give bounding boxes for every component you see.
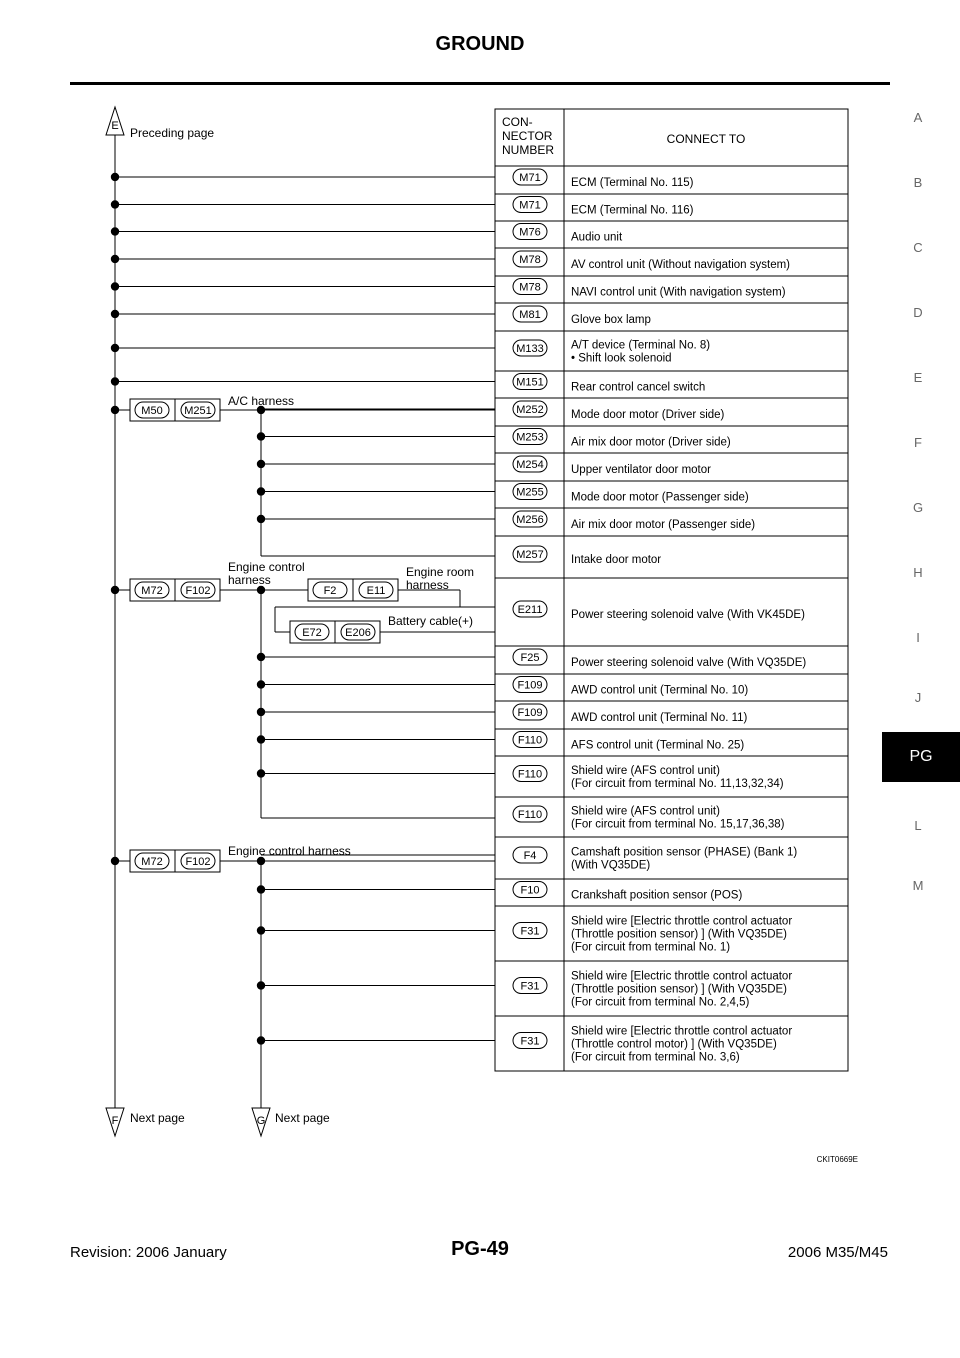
footer-model: 2006 M35/M45 xyxy=(787,1244,888,1261)
ac-harness-label: A/C harness xyxy=(228,394,295,408)
splice-dot xyxy=(257,432,265,440)
junction-m50-m251-a: M50 xyxy=(141,405,163,417)
splice-dot xyxy=(111,282,119,290)
connect-to-line: (For circuit from terminal No. 11,13,32,34) xyxy=(571,778,784,790)
connect-to-line: AWD control unit (Terminal No. 10) xyxy=(571,684,749,697)
connect-to-line: Air mix door motor (Driver side) xyxy=(571,436,731,449)
connect-to-line: Crankshaft position sensor (POS) xyxy=(571,889,743,902)
connector-f109: F109 xyxy=(517,707,543,719)
connector-m133: M133 xyxy=(516,343,544,355)
junction-f2-e11-a: F2 xyxy=(323,585,337,597)
footer-page-number: PG-49 xyxy=(451,1238,509,1260)
connect-to-line: Audio unit xyxy=(571,231,623,244)
connect-to-header: CONNECT TO xyxy=(666,132,746,146)
splice-dot xyxy=(257,680,265,688)
connect-to-line: (Throttle position sensor) ] (With VQ35DE) xyxy=(571,928,788,941)
connector-f31: F31 xyxy=(520,1035,540,1048)
connect-to-line: Shield wire (AFS control unit) xyxy=(571,805,720,818)
splice-dot xyxy=(111,227,119,235)
connector-m71: M71 xyxy=(519,172,541,184)
connect-to-line: (With VQ35DE) xyxy=(571,859,651,872)
engine-room-harness-label: Engine room xyxy=(406,565,475,579)
connector-f110: F110 xyxy=(517,734,543,747)
connect-to-line: Shield wire [Electric throttle control actuator xyxy=(571,915,793,928)
splice-dot xyxy=(111,200,119,208)
connector-f31: F31 xyxy=(520,980,540,993)
preceding-page-label: Preceding page xyxy=(130,126,215,140)
battery-cable-label: Battery cable(+) xyxy=(388,614,474,628)
splice-dot xyxy=(257,926,265,934)
connect-to-line: A/T device (Terminal No. 8) xyxy=(571,339,711,352)
connect-to-line: ECM (Terminal No. 115) xyxy=(571,177,694,189)
junction-m72-f102-a-b: F102 xyxy=(185,585,211,597)
splice-dot xyxy=(257,515,265,523)
engine-control-harness-label-2: Engine control harness xyxy=(228,844,351,858)
figure-code: CKIT0669E xyxy=(816,1155,858,1164)
connector-m257: M257 xyxy=(516,549,544,561)
connector-m253: M253 xyxy=(516,431,544,444)
connect-to-line: Camshaft position sensor (PHASE) (Bank 1) xyxy=(571,846,798,859)
splice-dot xyxy=(111,586,119,594)
connect-to-line: (For circuit from terminal No. 2,4,5) xyxy=(571,996,750,1009)
side-index-letter-a[interactable]: A xyxy=(913,110,923,125)
connect-to-line: Upper ventilator door motor xyxy=(571,464,711,476)
side-index-letter-j[interactable]: J xyxy=(914,690,922,705)
connector-m78: M78 xyxy=(519,254,541,266)
next-page-f-letter: F xyxy=(111,1115,119,1127)
connect-to-line: (For circuit from terminal No. 3,6) xyxy=(571,1051,740,1064)
splice-dot xyxy=(257,653,265,661)
splice-dot xyxy=(257,460,265,468)
connect-to-line: (For circuit from terminal No. 15,17,36,38) xyxy=(571,818,785,831)
connector-header-line: CON- xyxy=(502,115,533,129)
connect-to-line: (Throttle control motor) ] (With VQ35DE) xyxy=(571,1038,777,1051)
junction-m72-f102-b-a: M72 xyxy=(141,856,163,868)
connect-to-line: Shield wire [Electric throttle control actuator xyxy=(571,1025,793,1038)
side-index-letter-m[interactable]: M xyxy=(912,878,924,893)
splice-dot xyxy=(257,857,265,865)
splice-dot xyxy=(111,173,119,181)
side-index-letter-i[interactable]: I xyxy=(916,630,920,645)
side-index-letter-b[interactable]: B xyxy=(913,175,923,190)
splice-dot xyxy=(111,344,119,352)
connector-header-line: NECTOR xyxy=(502,129,553,143)
connect-to-line: Rear control cancel switch xyxy=(571,381,706,394)
connect-to-line: Shield wire [Electric throttle control actuator xyxy=(571,970,793,983)
connect-to-line: NAVI control unit (With navigation system) xyxy=(571,286,786,299)
connect-to-line: AV control unit (Without navigation system) xyxy=(571,259,791,271)
connect-to-line: Intake door motor xyxy=(571,554,662,566)
engine-room-harness-label: harness xyxy=(406,578,449,592)
splice-dot xyxy=(257,735,265,743)
connector-f10: F10 xyxy=(520,884,540,897)
connect-to-line: (Throttle position sensor) ] (With VQ35DE) xyxy=(571,983,788,996)
splice-dot xyxy=(257,586,265,594)
connect-to-line: Power steering solenoid valve (With VQ35DE) xyxy=(571,657,807,669)
side-index-letter-g[interactable]: G xyxy=(912,500,924,515)
connector-m76: M76 xyxy=(519,226,541,239)
page-title: GROUND xyxy=(435,33,525,55)
connect-to-line: AFS control unit (Terminal No. 25) xyxy=(571,739,745,752)
junction-m72-f102-b-b: F102 xyxy=(185,856,211,868)
splice-dot xyxy=(111,406,119,414)
next-page-label-g: Next page xyxy=(275,1111,330,1125)
side-index-letter-f[interactable]: F xyxy=(914,435,922,450)
connect-to-line: (For circuit from terminal No. 1) xyxy=(571,941,731,954)
side-index-letter-d[interactable]: D xyxy=(913,305,923,320)
connect-to-line: • Shift look solenoid xyxy=(571,352,672,365)
side-index-active-tab[interactable]: PG xyxy=(882,732,960,782)
engine-control-harness-label: harness xyxy=(228,573,271,587)
splice-dot xyxy=(111,310,119,318)
connect-to-line: Shield wire (AFS control unit) xyxy=(571,765,720,777)
connect-to-line: Air mix door motor (Passenger side) xyxy=(571,519,756,531)
side-index-letter-l[interactable]: L xyxy=(914,818,922,833)
connector-f4: F4 xyxy=(523,850,537,862)
connector-m255: M255 xyxy=(516,486,544,499)
junction-m72-f102-a-a: M72 xyxy=(141,585,163,597)
connect-to-line: Mode door motor (Driver side) xyxy=(571,409,725,421)
connect-to-line: Glove box lamp xyxy=(571,314,651,326)
junction-e72-e206-a: E72 xyxy=(302,627,322,639)
connector-f110: F110 xyxy=(517,768,543,781)
connector-m78: M78 xyxy=(519,281,541,294)
side-index-letter-e[interactable]: E xyxy=(913,370,923,385)
next-page-label-f: Next page xyxy=(130,1111,185,1125)
splice-dot xyxy=(257,885,265,893)
side-index-letter-c[interactable]: C xyxy=(913,240,923,255)
engine-control-harness-label: Engine control xyxy=(228,560,305,574)
side-index-letter-h[interactable]: H xyxy=(913,565,923,580)
footer-revision: Revision: 2006 January xyxy=(70,1244,227,1261)
connector-m151: M151 xyxy=(516,376,544,389)
connector-f110: F110 xyxy=(517,809,543,821)
splice-dot xyxy=(111,255,119,263)
junction-e72-e206-b: E206 xyxy=(345,627,371,639)
splice-dot xyxy=(111,857,119,865)
connector-m71: M71 xyxy=(519,199,541,212)
junction-m50-m251-b: M251 xyxy=(184,405,212,417)
connector-m81: M81 xyxy=(519,309,541,321)
splice-dot xyxy=(257,769,265,777)
connector-f25: F25 xyxy=(520,652,540,664)
connector-header-line: NUMBER xyxy=(502,143,555,157)
connect-to-line: ECM (Terminal No. 116) xyxy=(571,204,694,217)
junction-f2-e11-b: E11 xyxy=(366,585,386,597)
connector-f31: F31 xyxy=(520,925,540,938)
connect-to-line: Power steering solenoid valve (With VK45DE) xyxy=(571,609,805,621)
connector-e211: E211 xyxy=(517,604,543,616)
splice-dot xyxy=(257,708,265,716)
splice-dot xyxy=(257,487,265,495)
next-page-g-letter: G xyxy=(256,1115,266,1127)
splice-dot xyxy=(257,981,265,989)
connector-m256: M256 xyxy=(516,514,544,526)
connector-m252: M252 xyxy=(516,404,544,416)
connect-to-line: Mode door motor (Passenger side) xyxy=(571,491,749,504)
connector-f109: F109 xyxy=(517,679,543,692)
splice-dot xyxy=(257,1036,265,1044)
connect-to-line: AWD control unit (Terminal No. 11) xyxy=(571,712,748,724)
preceding-page-e-letter: E xyxy=(111,120,119,132)
splice-dot xyxy=(111,377,119,385)
connector-m254: M254 xyxy=(516,459,544,471)
